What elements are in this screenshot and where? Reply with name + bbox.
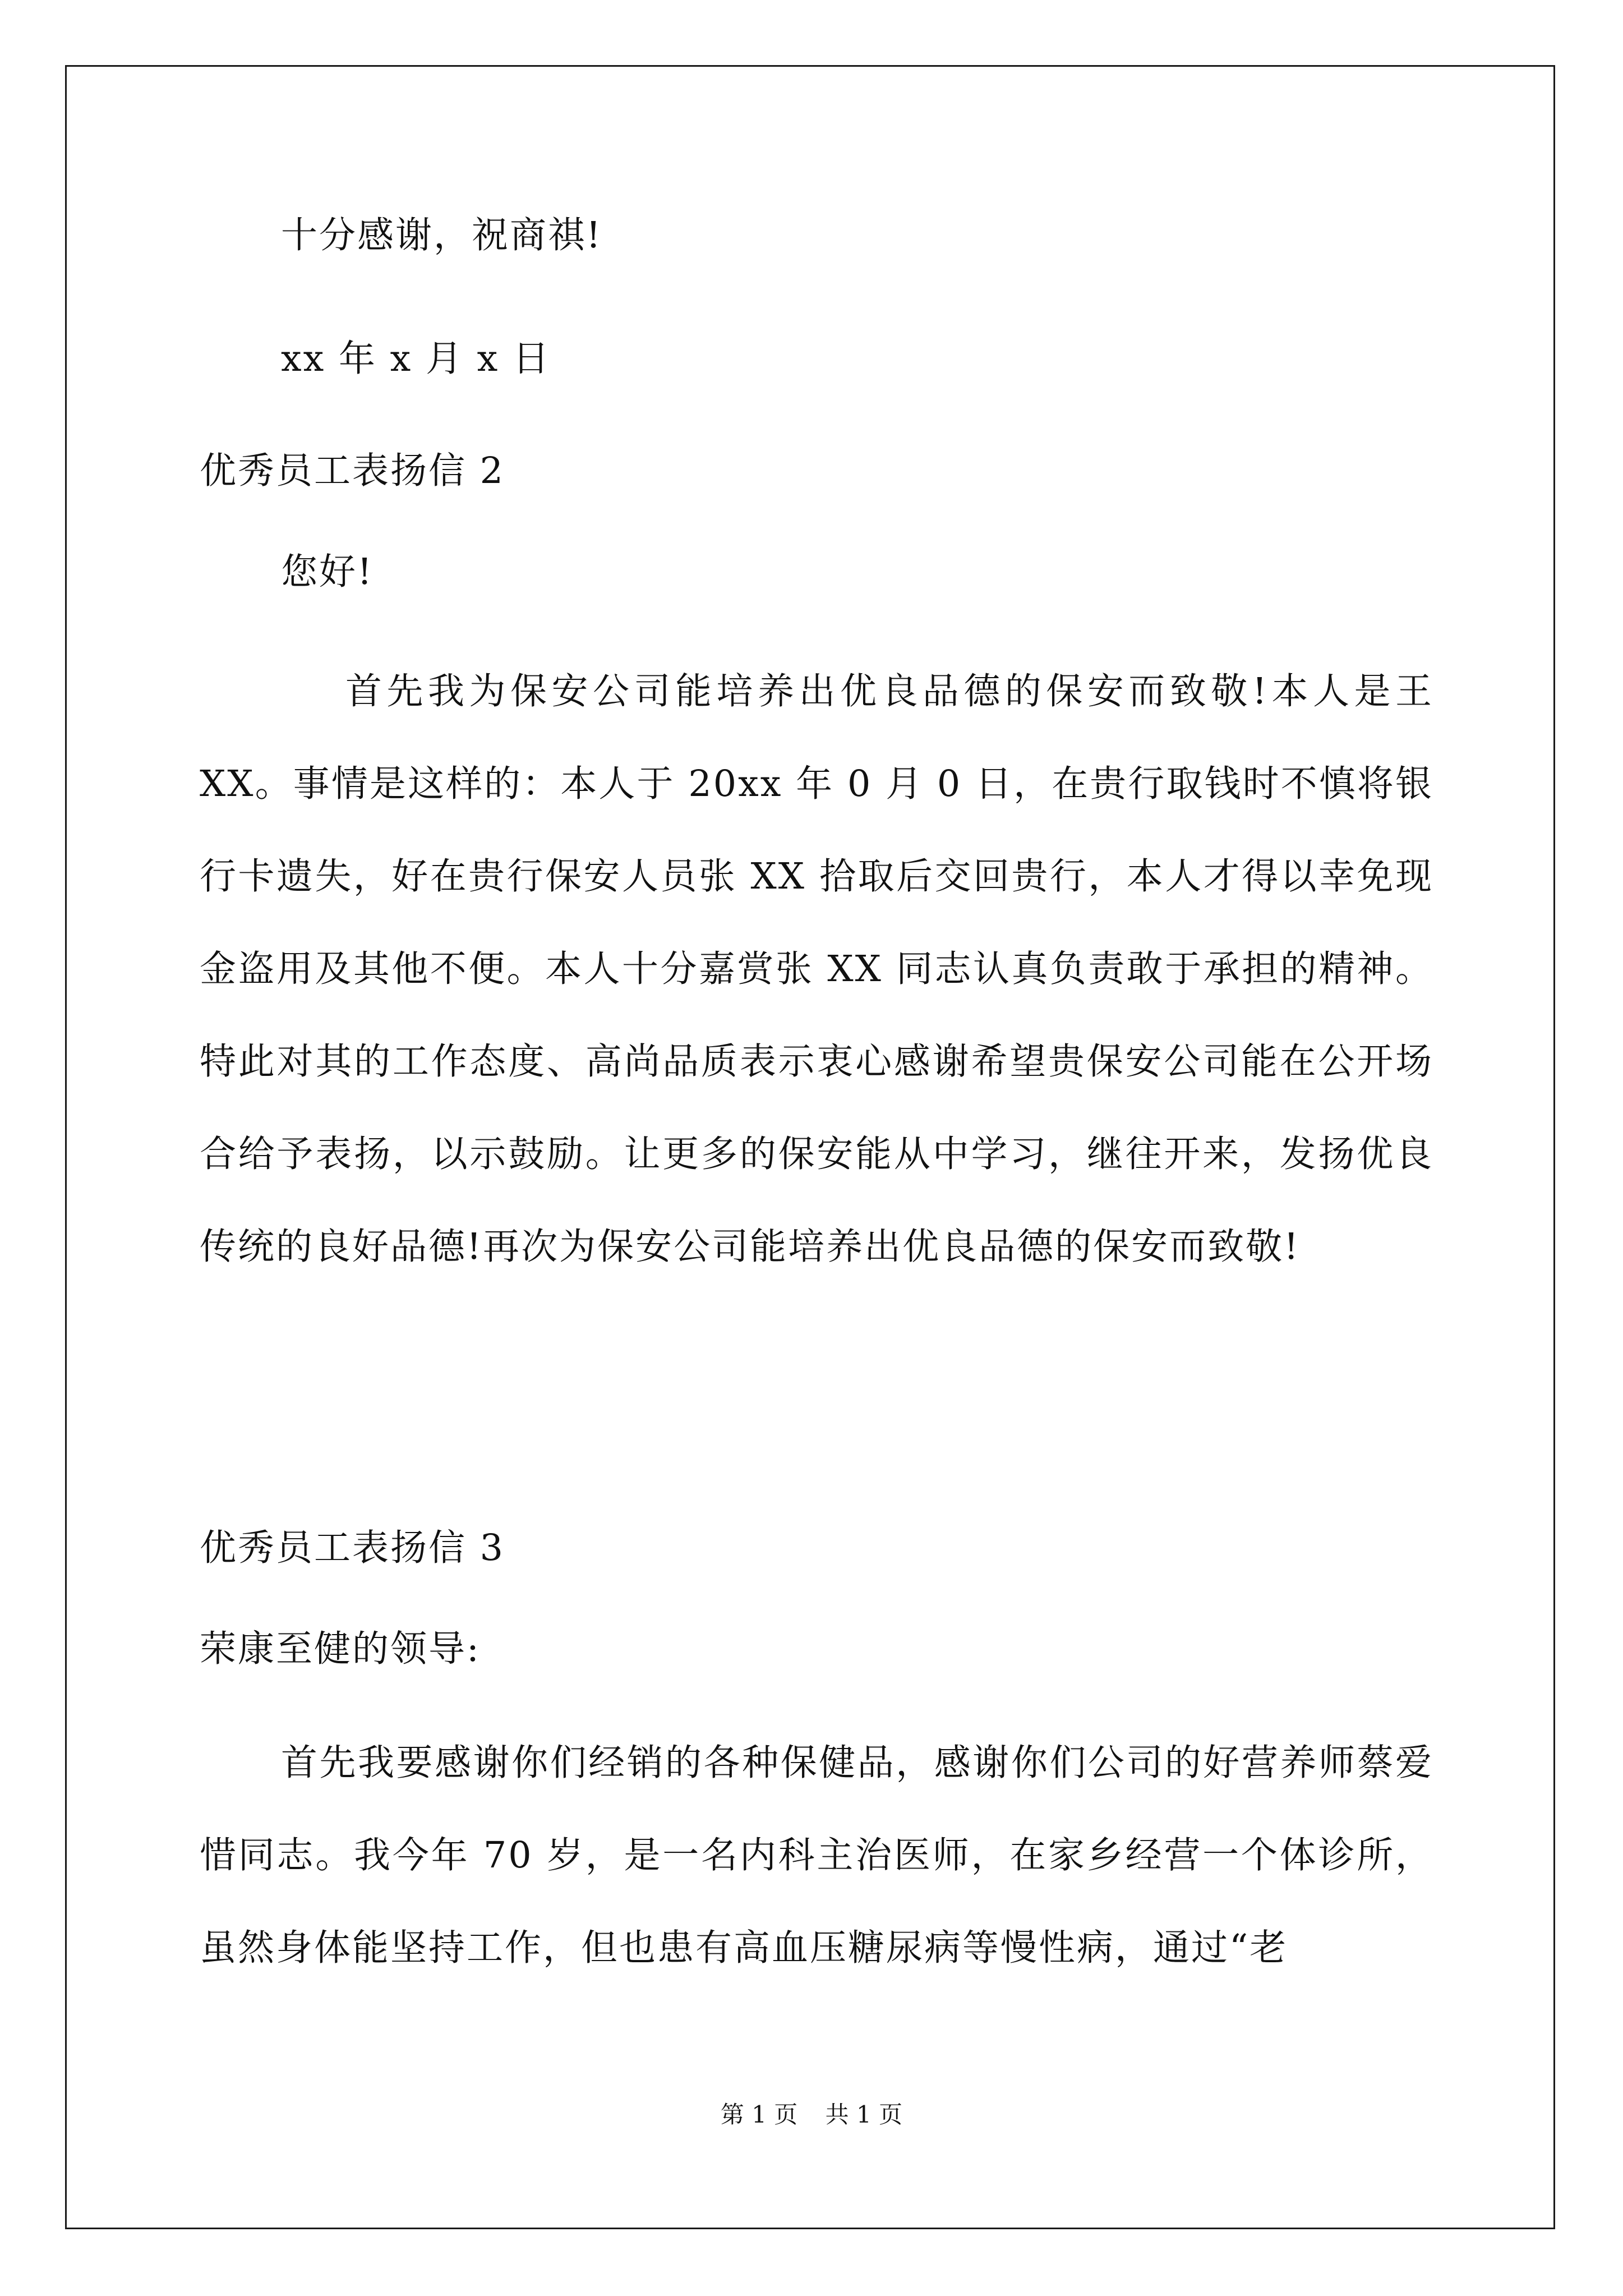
letter3-body: 首先我要感谢你们经销的各种保健品，感谢你们公司的好营养师蔡爱惜同志。我今年 70 岁，是一名内科主治医师，在家乡经营一个体诊所，虽然身体能坚持工作，但也患有高血压糖尿病等慢性病，通过“老	[200, 1742, 1433, 1969]
page-total: 共 1 页	[825, 2101, 903, 2128]
closing-line: 十分感谢，祝商祺!	[281, 214, 603, 256]
letter2-title: 优秀员工表扬信 2	[200, 450, 505, 492]
letter3-title: 优秀员工表扬信 3	[200, 1527, 505, 1569]
letter2-body: 首先我为保安公司能培养出优良品德的保安而致敬!本人是王 XX。事情是这样的：本人于 20xx 年 0 月 0 日，在贵行取钱时不慎将银行卡遗失，好在贵行保安人员张 XX 拾取后交回贵行，本人才得以幸免现金盗用及其他不便。本人十分嘉赏张 XX 同志认真负责敢于承担的精神。特此对其的工作态度、高尚品质表示衷心感谢希望贵保安公司能在公开场合给予表扬，以示鼓励。让更多的保安能从中学习，继往开来，发扬优良传统的良好品德!再次为保安公司能培养出优良品德的保安而致敬!	[200, 670, 1433, 1268]
date-line: xx 年 x 月 x 日	[281, 338, 551, 380]
page-footer	[0, 2101, 1623, 2129]
page-number: 第 1 页	[720, 2101, 798, 2128]
letter3-greeting: 荣康至健的领导:	[200, 1628, 481, 1670]
letter2-greeting: 您好!	[281, 551, 374, 593]
